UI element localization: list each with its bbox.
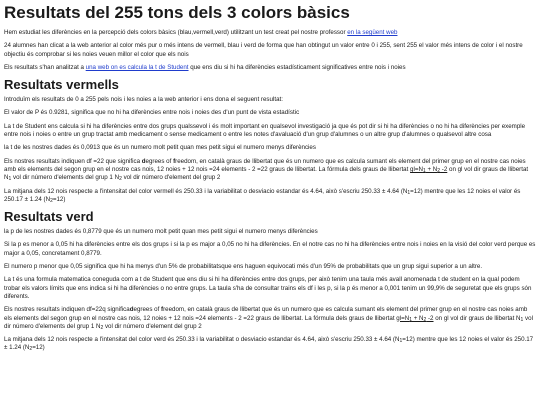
subscript: 1 bbox=[520, 316, 524, 323]
subscript: 1 bbox=[422, 167, 426, 174]
verd-paragraph-5 bbox=[4, 306, 536, 331]
vermells-paragraph-5 bbox=[4, 158, 536, 183]
bold-letter: d bbox=[129, 306, 134, 314]
text: Els nostres resultats indiquen df=22q significa bbox=[4, 306, 130, 314]
bold-letter: d bbox=[141, 157, 146, 165]
subscript: 1 bbox=[399, 338, 403, 345]
vermells-paragraph-3: La t de Student ens calcula si hi ha diferències entre dos grups qualssevol i és molt important en qualsevol investigació ja que és pot dir si hi ha diferències o no hi ha diferències per exemple entre nois i noies o entre un grup tractat amb medicament o sense medicament o entre les notes d'avaluació d'un grup d'alumnes o un altre grup d'alumnes o qualsevol altre cosa bbox=[4, 122, 526, 139]
text: =12) mentre que les 12 noies el valor és 250.17 ± 1.24 (N bbox=[4, 336, 534, 352]
intro-paragraph-3 bbox=[4, 64, 536, 72]
verd-paragraph-2: Si la p es menor a 0,05 hi ha diferències entre els dos grups i si la p es major a 0,05 no hi ha diferències. En el notre cas no hi ha diferències entre nois i noies en la visió del color verd perque es major a 0,05, concretament 0,8779. bbox=[4, 241, 536, 257]
text: on gl vol dir graus de llibertat N bbox=[4, 165, 529, 182]
text: La mitjana dels 12 nois respecte a l'intensitat del color verd és 250.33 i la variabilitat o desviacio estandar és 4.64, això s'escriu 250.33 ± 4.64 (N bbox=[4, 336, 400, 344]
text: egrees of bbox=[133, 306, 162, 314]
text: vol dir número d'element del grup 2 bbox=[103, 322, 202, 330]
verd-paragraph-1: la p de les nostres dades és 0,8779 que és un numero molt petit quan mes petit sigui el numero menys diferències bbox=[4, 228, 318, 236]
text: + N bbox=[425, 165, 438, 173]
text: -2 bbox=[440, 165, 448, 173]
text: egrees of bbox=[145, 157, 174, 165]
intro-text: Els resultats s'han analitzat a bbox=[4, 63, 86, 71]
verd-paragraph-6 bbox=[4, 336, 536, 353]
intro-paragraph-2: 24 alumnes han clicat a la web anterior al color més pur o més intens de vermell, blau i verd de forma que han obtingut un valor entre 0 i 255, sent 255 el valor més intens de color i el nostre objectiu és comprobar si les noies veuen millor el color que els nois bbox=[4, 42, 523, 58]
subscript: 2 bbox=[29, 346, 33, 353]
text: =12) bbox=[32, 344, 45, 352]
subscript: 1 bbox=[409, 316, 412, 323]
text: gl=N bbox=[410, 165, 423, 173]
subscript: 2 bbox=[119, 176, 122, 183]
text: La mitjana dels 12 nois respecte a l'intensitat del color vermell és 250.33 i la variabilitat o desviacio estandar és 4.64, això s'escriu 250.33 ± 4.64 (N bbox=[4, 187, 408, 195]
bold-letter: f bbox=[161, 306, 164, 314]
bold-letter: f bbox=[173, 157, 176, 165]
text: vol dir número d'elements del grup 1 N bbox=[11, 174, 120, 182]
text: Els nostres resultats indiquen df =22 que significa bbox=[4, 157, 142, 165]
text: on gl vol dir graus de llibertat N bbox=[433, 314, 521, 322]
vermells-paragraph-6 bbox=[4, 188, 536, 205]
subscript: 2 bbox=[437, 167, 441, 174]
subscript: 1 bbox=[407, 189, 411, 196]
text: reedom, en català graus de llibertat que és un numero que es calcula sumant els element del primer grup en el nostre cas noies amb els elements del segon grup en el nostre cas nois, 12 noies + 12 nois =24 elements - 2 =22 graus de llibertat. La fórmula dels graus de llibertat bbox=[4, 306, 528, 322]
verd-paragraph-3: El numero p menor que 0,05 significa que hi ha menys d'un 5% de probabilitatsque ens haguen equivocati més d'un 95% de probabilitats que un grup sigui superior a un altre. bbox=[4, 263, 483, 271]
text: =12) bbox=[52, 195, 66, 203]
text: reedom, en català graus de llibertat que és un numero que es calcula sumant els element del primer grup en el nostre cas noies amb els elements del segon grup en el nostre cas nois, 12 noies + 12 nois =24 elements - 2 =22 graus de llibertat. La fórmula dels graus de llibertat bbox=[4, 157, 526, 173]
text: vol dir número d'elements del grup 1 N bbox=[4, 314, 533, 330]
text: gl=N bbox=[396, 314, 410, 322]
intro-paragraph-1 bbox=[4, 29, 536, 37]
section-heading-verd: Resultats verd bbox=[4, 209, 94, 225]
vermells-paragraph-1: Introduïm els resultats de 0 a 255 pels nois i les noies a la web anterior i ens dona el seguent resultat: bbox=[4, 96, 283, 104]
text: vol dir número d'element del grup 2 bbox=[121, 174, 221, 182]
subscript: 1 bbox=[8, 176, 12, 183]
verd-paragraph-4: La t és una formula matematica coneguda com a t de Student que ens diu si hi ha diferències entre dos grups, per això tenim una taula més avall anomenada t de student en la qual podem trobar els valors límits que ens indica si hi ha diferències o no entre grups. La taula s'ha de consultar trains els df i les p, si la p és menor a 0,001 tenim un 99,9% de seguretat que els grups són diferents. bbox=[4, 276, 532, 300]
subscript: 2 bbox=[50, 197, 53, 204]
text: =12) mentre que les 12 noies el valor és 250.17 ± 1.24 (N bbox=[4, 187, 521, 203]
subscript: 2 bbox=[100, 324, 104, 331]
subscript: 2 bbox=[423, 316, 427, 323]
page-title: Resultats del 255 tons dels 3 colors bàsics bbox=[4, 3, 350, 22]
section-heading-vermells: Resultats vermells bbox=[4, 77, 119, 93]
vermells-paragraph-4: la t de les nostres dades és 0,0913 que és un numero molt petit quan mes petit sigui el numero menys diferències bbox=[4, 144, 316, 152]
text: -2 bbox=[426, 314, 434, 322]
student-t-web-link[interactable]: una web on es calcula la t de Student bbox=[85, 63, 189, 71]
intro-text: Hem estudiat les diferències en la percepció dels colors bàsics (blau,vermell,verd) utilitzant un test creat pel nostre professor bbox=[4, 29, 348, 36]
text: + N bbox=[411, 314, 424, 322]
vermells-paragraph-2: El valor de P és 0.9281, significa que no hi ha diferències entre nois i noies des d'un punt de vista estadístic bbox=[4, 109, 300, 117]
professor-web-link[interactable]: en la següent web bbox=[347, 29, 398, 36]
dof-formula bbox=[396, 315, 433, 322]
intro-text: que ens diu si hi ha diferències estadísticament significatives entre nois i noies bbox=[188, 63, 406, 71]
dof-formula bbox=[410, 166, 447, 173]
